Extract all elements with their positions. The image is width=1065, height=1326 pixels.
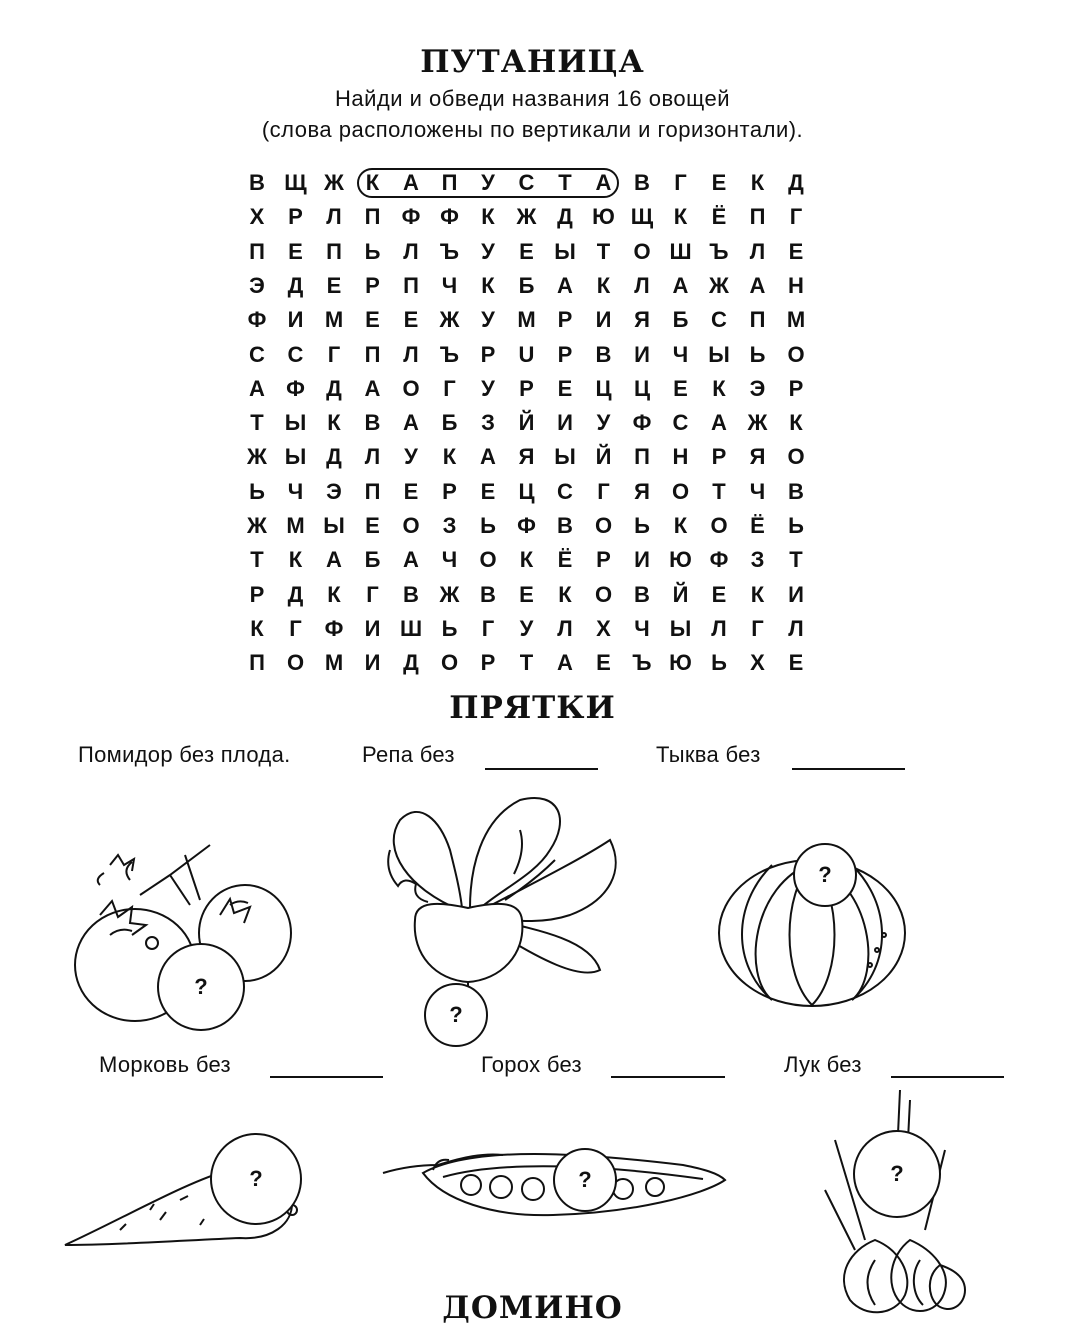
- grid-letter[interactable]: У: [519, 615, 534, 641]
- grid-letter[interactable]: Е: [403, 478, 419, 504]
- grid-letter[interactable]: Ь: [249, 478, 265, 504]
- grid-letter[interactable]: Л: [749, 238, 766, 264]
- grid-letter[interactable]: Д: [403, 650, 419, 676]
- grid-letter[interactable]: Б: [364, 547, 381, 573]
- domino-title: ДОМИНО: [442, 1290, 623, 1326]
- grid-letter[interactable]: Ш: [669, 238, 692, 264]
- grid-letter[interactable]: И: [595, 307, 612, 333]
- grid-letter[interactable]: Р: [596, 547, 611, 573]
- grid-letter[interactable]: К: [327, 410, 341, 436]
- grid-letter[interactable]: Е: [711, 581, 727, 607]
- puzzle-title: ПУТАНИЦА: [420, 44, 645, 80]
- grid-letter[interactable]: Р: [711, 444, 727, 470]
- grid-letter[interactable]: Ч: [749, 478, 766, 504]
- grid-letter[interactable]: П: [441, 170, 458, 195]
- grid-letter[interactable]: У: [481, 375, 495, 401]
- grid-letter[interactable]: О: [479, 547, 497, 573]
- grid-letter[interactable]: Й: [518, 410, 535, 436]
- grid-letter[interactable]: Е: [788, 650, 804, 676]
- grid-letter[interactable]: В: [403, 581, 419, 607]
- grid-letter[interactable]: О: [787, 341, 805, 367]
- grid-letter[interactable]: К: [442, 444, 457, 470]
- grid-letter[interactable]: Х: [596, 615, 611, 641]
- grid-letter[interactable]: Ж: [709, 272, 729, 298]
- grid-letter[interactable]: Л: [364, 444, 381, 470]
- grid-letter[interactable]: Б: [441, 410, 458, 436]
- grid-letter[interactable]: Р: [788, 375, 804, 401]
- grid-letter[interactable]: Ё: [750, 513, 765, 538]
- grid-letter[interactable]: Ь: [711, 650, 727, 676]
- grid-letter[interactable]: А: [364, 375, 381, 401]
- grid-letter[interactable]: Й: [672, 581, 689, 607]
- grid-letter[interactable]: Ф: [247, 307, 267, 333]
- grid-letter[interactable]: Л: [403, 341, 419, 367]
- grid-letter[interactable]: Ф: [286, 375, 305, 401]
- grid-letter[interactable]: К: [712, 375, 726, 401]
- grid-letter[interactable]: А: [403, 170, 419, 195]
- grid-letter[interactable]: И: [287, 307, 304, 333]
- grid-letter[interactable]: О: [402, 513, 420, 538]
- question-circle-peas: ?: [553, 1148, 617, 1212]
- grid-letter[interactable]: М: [324, 307, 344, 333]
- grid-letter[interactable]: О: [710, 513, 728, 538]
- grid-letter[interactable]: Ч: [634, 615, 650, 641]
- grid-letter[interactable]: С: [518, 170, 535, 195]
- grid-letter[interactable]: Е: [673, 375, 688, 401]
- grid-letter[interactable]: Е: [711, 170, 727, 195]
- grid-letter[interactable]: Е: [519, 238, 534, 264]
- grid-letter[interactable]: Е: [480, 478, 496, 504]
- answer-blank-peas[interactable]: [611, 1076, 725, 1078]
- grid-letter[interactable]: Д: [557, 204, 573, 230]
- grid-letter[interactable]: Ш: [399, 615, 423, 641]
- grid-letter[interactable]: С: [287, 341, 304, 367]
- grid-letter[interactable]: П: [364, 341, 381, 367]
- grid-letter[interactable]: М: [517, 307, 536, 333]
- grid-letter[interactable]: М: [324, 650, 344, 676]
- grid-letter[interactable]: Г: [366, 581, 379, 607]
- grid-letter[interactable]: К: [750, 170, 765, 195]
- grid-letter[interactable]: Т: [250, 410, 264, 436]
- grid-letter[interactable]: О: [787, 444, 805, 470]
- hide-title: ПРЯТКИ: [449, 690, 616, 726]
- grid-letter[interactable]: Ф: [401, 204, 421, 230]
- grid-letter[interactable]: Ф: [324, 615, 344, 641]
- grid-letter[interactable]: Н: [672, 444, 689, 470]
- grid-letter[interactable]: В: [595, 341, 612, 367]
- grid-letter[interactable]: Ы: [669, 615, 692, 641]
- grid-letter[interactable]: И: [634, 341, 650, 367]
- grid-letter[interactable]: И: [788, 581, 804, 607]
- grid-letter[interactable]: Л: [634, 272, 650, 298]
- grid-letter[interactable]: Т: [250, 547, 264, 573]
- grid-letter[interactable]: Ы: [554, 444, 576, 470]
- grid-letter[interactable]: Ж: [439, 581, 460, 607]
- grid-letter[interactable]: В: [788, 478, 804, 504]
- grid-letter[interactable]: Ъ: [439, 238, 460, 264]
- grid-letter[interactable]: У: [481, 238, 495, 264]
- grid-letter[interactable]: В: [634, 170, 650, 195]
- answer-blank-turnip[interactable]: [485, 768, 598, 770]
- grid-letter[interactable]: В: [364, 410, 381, 436]
- grid-letter[interactable]: П: [249, 238, 265, 264]
- grid-letter[interactable]: Р: [480, 341, 496, 367]
- grid-letter[interactable]: А: [749, 272, 766, 298]
- grid-letter[interactable]: У: [404, 444, 418, 470]
- grid-letter[interactable]: А: [711, 410, 727, 436]
- question-circle-carrot: ?: [210, 1133, 302, 1225]
- grid-letter[interactable]: В: [480, 581, 496, 607]
- grid-letter[interactable]: Г: [327, 341, 341, 367]
- grid-letter[interactable]: Е: [326, 272, 342, 298]
- grid-letter[interactable]: Т: [596, 238, 611, 264]
- grid-letter[interactable]: В: [634, 581, 650, 607]
- grid-letter[interactable]: Т: [789, 547, 803, 573]
- grid-letter[interactable]: Е: [557, 375, 573, 401]
- grid-letter[interactable]: Ю: [592, 204, 615, 230]
- grid-letter[interactable]: Г: [674, 170, 687, 195]
- grid-letter[interactable]: П: [326, 238, 342, 264]
- grid-letter[interactable]: Ф: [517, 513, 536, 538]
- grid-letter[interactable]: К: [481, 204, 495, 230]
- grid-letter[interactable]: К: [673, 513, 688, 538]
- grid-letter[interactable]: Ё: [557, 547, 573, 573]
- grid-letter[interactable]: Ь: [364, 238, 381, 264]
- grid-letter[interactable]: Ь: [480, 513, 496, 538]
- answer-blank-pumpkin[interactable]: [792, 768, 905, 770]
- grid-letter[interactable]: Ы: [708, 341, 730, 367]
- grid-letter[interactable]: Ж: [247, 444, 267, 470]
- grid-letter[interactable]: П: [364, 204, 381, 230]
- grid-letter[interactable]: Ь: [441, 615, 458, 641]
- grid-letter[interactable]: П: [403, 272, 419, 298]
- grid-letter[interactable]: А: [595, 170, 612, 195]
- grid-letter[interactable]: П: [749, 204, 766, 230]
- grid-letter[interactable]: О: [633, 238, 651, 264]
- puzzle-instructions-line1: Найди и обведи названия 16 овощей: [334, 86, 731, 111]
- grid-letter[interactable]: Ь: [749, 341, 766, 367]
- grid-letter[interactable]: Г: [289, 615, 302, 641]
- grid-letter[interactable]: Д: [326, 375, 342, 401]
- puzzle-instructions-line2: (слова расположены по вертикали и горизонтали).: [261, 117, 804, 142]
- grid-letter[interactable]: М: [786, 307, 806, 333]
- grid-letter[interactable]: Р: [557, 341, 573, 367]
- grid-letter[interactable]: Э: [249, 272, 265, 298]
- grid-letter[interactable]: Ц: [633, 375, 651, 401]
- grid-letter[interactable]: В: [249, 170, 265, 195]
- grid-letter[interactable]: З: [442, 513, 457, 538]
- grid-letter[interactable]: Ъ: [439, 341, 460, 367]
- grid-letter[interactable]: К: [288, 547, 303, 573]
- answer-blank-carrot[interactable]: [270, 1076, 383, 1078]
- grid-letter[interactable]: А: [403, 410, 419, 436]
- grid-letter[interactable]: С: [672, 410, 689, 436]
- grid-letter[interactable]: Д: [788, 170, 804, 195]
- grid-letter[interactable]: Р: [519, 375, 534, 401]
- grid-letter[interactable]: Ы: [284, 410, 307, 436]
- grid-letter[interactable]: П: [249, 650, 265, 676]
- grid-letter[interactable]: Ь: [634, 513, 650, 538]
- grid-letter[interactable]: Е: [519, 581, 534, 607]
- grid-letter[interactable]: К: [789, 410, 803, 436]
- grid-letter[interactable]: Ж: [516, 204, 537, 230]
- grid-letter[interactable]: Е: [365, 513, 380, 538]
- grid-letter[interactable]: Ы: [554, 238, 576, 264]
- grid-letter[interactable]: Ч: [441, 272, 458, 298]
- grid-letter[interactable]: А: [480, 444, 496, 470]
- grid-letter[interactable]: Ы: [323, 513, 345, 538]
- grid-letter[interactable]: Р: [557, 307, 573, 333]
- grid-letter[interactable]: С: [557, 478, 573, 504]
- grid-letter[interactable]: Д: [287, 272, 304, 298]
- grid-letter[interactable]: И: [557, 410, 573, 436]
- prompt-turnip: Репа без: [362, 742, 455, 767]
- prompt-carrot: Морковь без: [99, 1052, 231, 1077]
- grid-letter[interactable]: К: [250, 615, 264, 641]
- grid-letter[interactable]: К: [481, 272, 495, 298]
- grid-letter[interactable]: К: [750, 581, 765, 607]
- grid-letter[interactable]: Т: [519, 650, 534, 676]
- grid-letter[interactable]: У: [596, 410, 611, 436]
- grid-letter[interactable]: Р: [480, 650, 496, 676]
- grid-letter[interactable]: Г: [481, 615, 495, 641]
- grid-letter[interactable]: О: [594, 513, 613, 538]
- prompt-pumpkin: Тыква без: [656, 742, 761, 767]
- grid-letter[interactable]: Д: [287, 581, 304, 607]
- grid-letter[interactable]: О: [671, 478, 690, 504]
- question-circle-tomato: ?: [157, 943, 245, 1031]
- grid-letter[interactable]: Щ: [630, 204, 654, 230]
- grid-letter[interactable]: Р: [249, 581, 265, 607]
- grid-letter[interactable]: Н: [788, 272, 804, 298]
- grid-letter[interactable]: Б: [518, 272, 535, 298]
- grid-letter[interactable]: Т: [712, 478, 726, 504]
- grid-letter[interactable]: Э: [326, 478, 342, 504]
- grid-letter[interactable]: М: [286, 513, 305, 538]
- grid-letter[interactable]: П: [634, 444, 650, 470]
- grid-letter[interactable]: П: [749, 307, 766, 333]
- grid-letter[interactable]: Э: [749, 375, 766, 401]
- grid-letter[interactable]: Р: [442, 478, 457, 504]
- grid-letter[interactable]: Р: [365, 272, 380, 298]
- grid-letter[interactable]: К: [596, 272, 611, 298]
- grid-letter[interactable]: Е: [365, 307, 380, 333]
- grid-letter[interactable]: П: [364, 478, 381, 504]
- prompt-tomato: Помидор без плода.: [78, 742, 291, 767]
- grid-letter[interactable]: Г: [597, 478, 610, 504]
- grid-letter[interactable]: К: [365, 170, 380, 195]
- grid-letter[interactable]: Ч: [287, 478, 304, 504]
- grid-letter[interactable]: У: [481, 307, 495, 333]
- prompt-peas: Горох без: [481, 1052, 582, 1077]
- grid-letter[interactable]: Л: [326, 204, 342, 230]
- grid-letter[interactable]: U: [518, 341, 535, 367]
- grid-letter[interactable]: О: [402, 375, 420, 401]
- grid-letter[interactable]: Е: [788, 238, 804, 264]
- grid-letter[interactable]: К: [673, 204, 688, 230]
- grid-letter[interactable]: В: [557, 513, 573, 538]
- question-circle-pumpkin: ?: [793, 843, 857, 907]
- grid-letter[interactable]: Х: [750, 650, 765, 676]
- grid-letter[interactable]: Я: [518, 444, 535, 470]
- grid-letter[interactable]: А: [403, 547, 419, 573]
- grid-letter[interactable]: Ч: [441, 547, 458, 573]
- grid-letter[interactable]: Ю: [669, 547, 692, 573]
- grid-letter[interactable]: А: [249, 375, 265, 401]
- grid-letter[interactable]: Б: [672, 307, 689, 333]
- grid-letter[interactable]: О: [594, 581, 613, 607]
- grid-letter[interactable]: Е: [596, 650, 611, 676]
- grid-letter[interactable]: Ж: [439, 307, 460, 333]
- grid-letter[interactable]: Ы: [284, 444, 307, 470]
- grid-letter[interactable]: З: [750, 547, 765, 573]
- grid-letter[interactable]: З: [481, 410, 495, 436]
- question-circle-turnip: ?: [424, 983, 488, 1047]
- grid-letter[interactable]: Е: [403, 307, 419, 333]
- grid-letter[interactable]: Г: [751, 615, 764, 641]
- grid-letter[interactable]: Я: [749, 444, 766, 470]
- answer-blank-onion[interactable]: [891, 1076, 1004, 1078]
- grid-letter[interactable]: Л: [711, 615, 727, 641]
- grid-letter[interactable]: Ф: [709, 547, 729, 573]
- grid-letter[interactable]: Ц: [595, 375, 612, 401]
- grid-letter[interactable]: А: [557, 650, 573, 676]
- grid-letter[interactable]: Д: [326, 444, 342, 470]
- grid-letter[interactable]: С: [711, 307, 727, 333]
- grid-letter[interactable]: Ч: [672, 341, 689, 367]
- grid-letter[interactable]: К: [558, 581, 572, 607]
- grid-letter[interactable]: Г: [443, 375, 456, 401]
- grid-letter[interactable]: Я: [634, 478, 650, 504]
- grid-letter[interactable]: И: [364, 615, 381, 641]
- grid-letter[interactable]: А: [557, 272, 573, 298]
- grid-letter[interactable]: Л: [788, 615, 804, 641]
- grid-letter[interactable]: Ъ: [709, 238, 729, 264]
- grid-letter[interactable]: Р: [288, 204, 303, 230]
- grid-letter[interactable]: К: [327, 581, 341, 607]
- grid-letter[interactable]: И: [634, 547, 650, 573]
- grid-letter[interactable]: Т: [558, 170, 572, 195]
- grid-letter[interactable]: Ь: [788, 513, 804, 538]
- prompt-onion: Лук без: [784, 1052, 862, 1077]
- grid-letter[interactable]: О: [286, 650, 305, 676]
- grid-letter[interactable]: А: [672, 272, 689, 298]
- grid-letter[interactable]: К: [519, 547, 534, 573]
- grid-letter[interactable]: Ф: [632, 410, 652, 436]
- grid-letter[interactable]: Ж: [324, 170, 344, 195]
- grid-letter[interactable]: Ж: [747, 410, 768, 436]
- grid-letter[interactable]: Л: [403, 238, 419, 264]
- grid-letter[interactable]: Л: [557, 615, 573, 641]
- grid-letter[interactable]: Г: [789, 204, 803, 230]
- grid-letter[interactable]: Щ: [284, 170, 307, 195]
- grid-letter[interactable]: Е: [288, 238, 303, 264]
- grid-letter[interactable]: Я: [634, 307, 650, 333]
- word-search-grid[interactable]: [238, 166, 818, 676]
- grid-letter[interactable]: Ъ: [632, 650, 652, 676]
- grid-letter[interactable]: Х: [249, 204, 265, 230]
- grid-letter[interactable]: Ж: [247, 513, 267, 538]
- grid-letter[interactable]: А: [326, 547, 342, 573]
- grid-letter[interactable]: Ю: [669, 650, 692, 676]
- grid-letter[interactable]: Ё: [711, 204, 727, 230]
- grid-letter[interactable]: И: [364, 650, 381, 676]
- grid-letter[interactable]: У: [481, 170, 495, 195]
- grid-letter[interactable]: Ц: [518, 478, 535, 504]
- question-circle-onion: ?: [853, 1130, 941, 1218]
- grid-letter[interactable]: С: [249, 341, 265, 367]
- grid-letter[interactable]: Й: [595, 444, 612, 470]
- turnip-illustration: [370, 790, 630, 1030]
- grid-letter[interactable]: О: [440, 650, 459, 676]
- grid-letter[interactable]: Ф: [440, 204, 459, 230]
